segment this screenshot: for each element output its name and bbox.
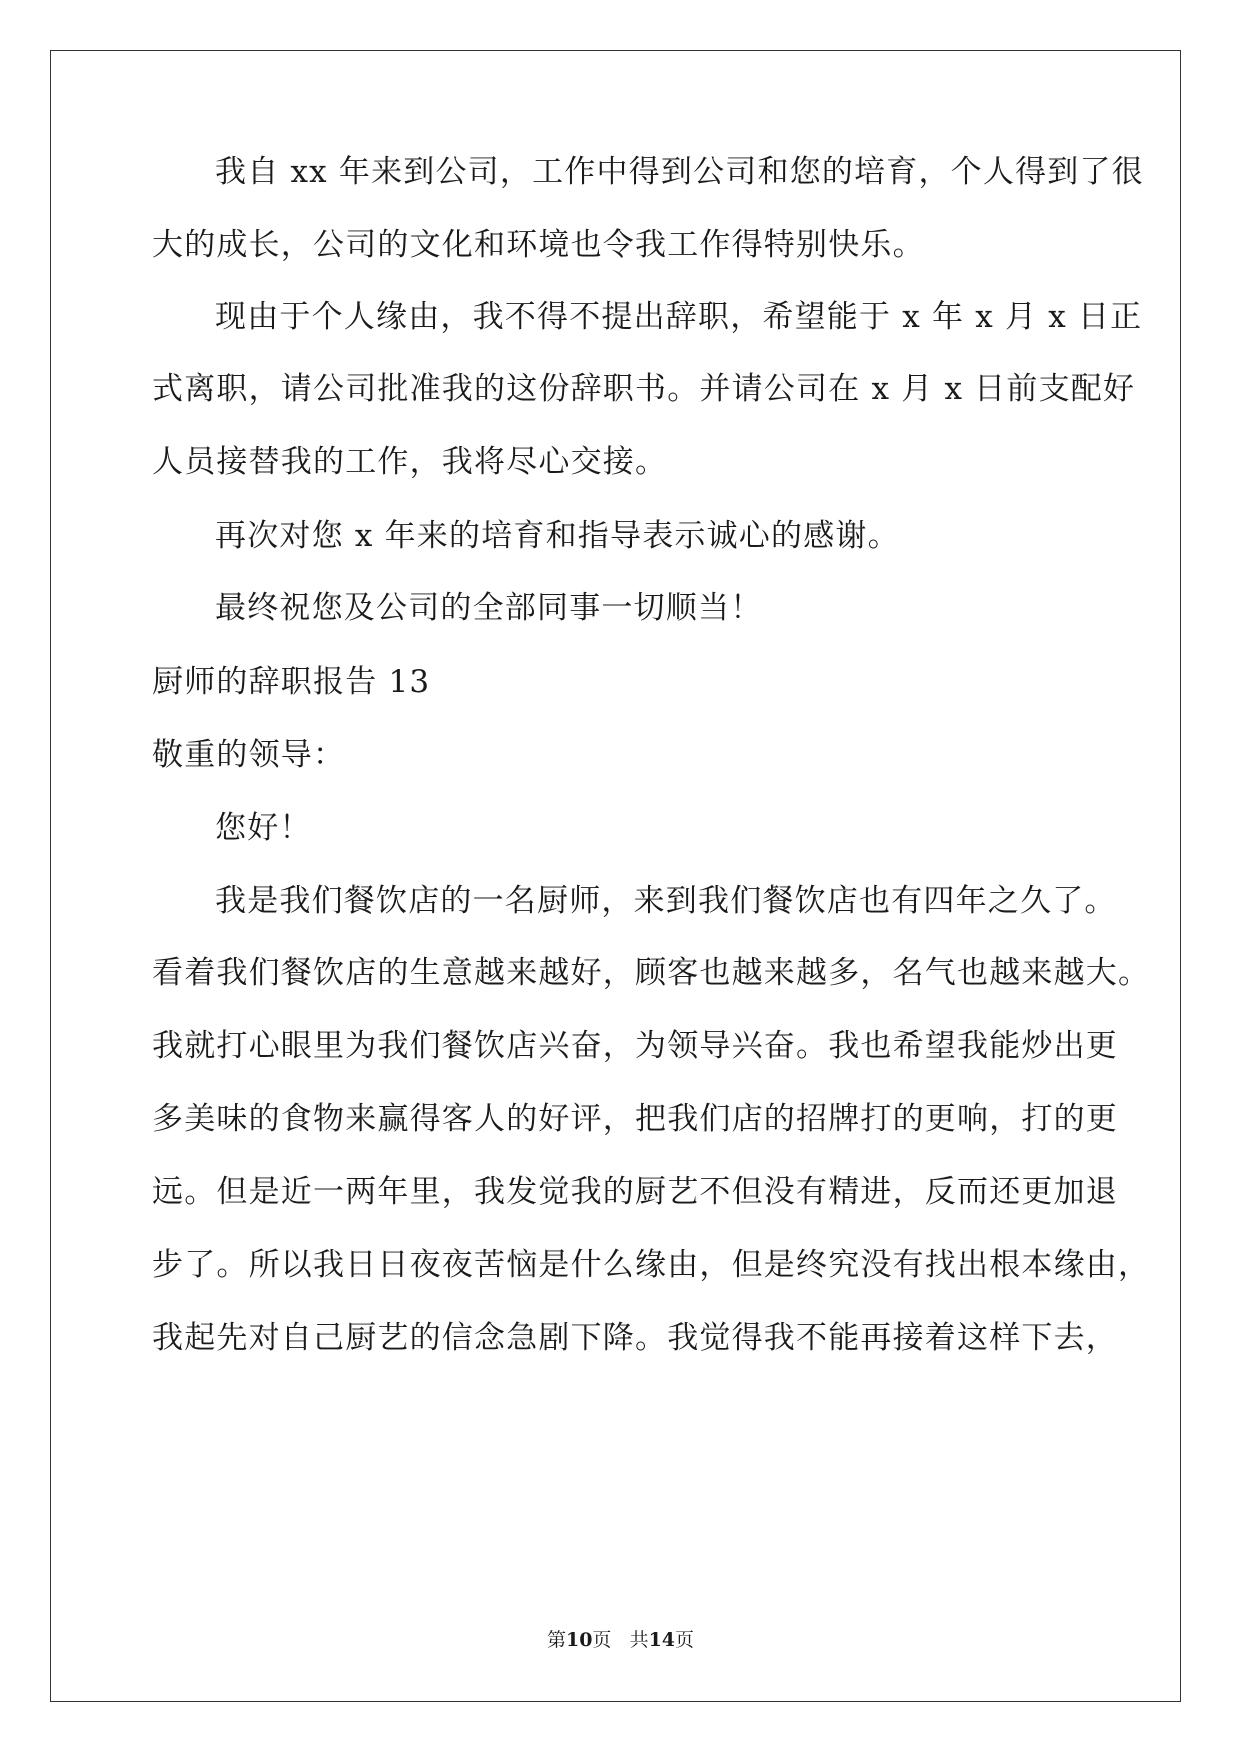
- footer-page-prefix: 第: [546, 1629, 566, 1651]
- footer-total-prefix: 共: [629, 1629, 649, 1651]
- body-text-line: 式离职，请公司批准我的这份辞职书。并请公司在 x 月 x 日前支配好: [152, 371, 1136, 407]
- body-text-line: 远。但是近一两年里，我发觉我的厨艺不但没有精进，反而还更加退: [152, 1174, 1118, 1210]
- body-text-line: 大的成长，公司的文化和环境也令我工作得特别快乐。: [152, 227, 925, 263]
- body-text-line: 再次对您 x 年来的培育和指导表示诚心的感谢。: [215, 518, 900, 554]
- body-text-line: 我自 xx 年来到公司，工作中得到公司和您的培育，个人得到了很: [215, 154, 1144, 190]
- footer-page-suffix: 页: [592, 1629, 612, 1651]
- footer-page-total: 14: [648, 1629, 676, 1651]
- body-text-line: 我是我们餐饮店的一名厨师，来到我们餐饮店也有四年之久了。: [215, 883, 1117, 919]
- footer-page-current: 10: [565, 1629, 593, 1651]
- salutation: 敬重的领导：: [152, 737, 346, 773]
- greeting: 您好！: [215, 810, 312, 846]
- body-text-line: 最终祝您及公司的全部同事一切顺当！: [215, 590, 763, 626]
- body-text-line: 我就打心眼里为我们餐饮店兴奋，为领导兴奋。我也希望我能炒出更: [152, 1028, 1118, 1064]
- body-text-line: 我起先对自己厨艺的信念急剧下降。我觉得我不能再接着这样下去，: [152, 1320, 1118, 1356]
- body-text-line: 看着我们餐饮店的生意越来越好，顾客也越来越多，名气也越来越大。: [152, 955, 1151, 991]
- body-text-line: 现由于个人缘由，我不得不提出辞职，希望能于 x 年 x 月 x 日正: [215, 299, 1143, 335]
- footer-total-suffix: 页: [675, 1629, 695, 1651]
- body-text-line: 人员接替我的工作，我将尽心交接。: [152, 444, 668, 480]
- body-text-line: 多美味的食物来赢得客人的好评，把我们店的招牌打的更响，打的更: [152, 1101, 1118, 1137]
- body-text-line: 步了。所以我日日夜夜苦恼是什么缘由，但是终究没有找出根本缘由，: [152, 1247, 1151, 1283]
- section-heading: 厨师的辞职报告 13: [152, 664, 431, 700]
- page-footer: [0, 1628, 1241, 1652]
